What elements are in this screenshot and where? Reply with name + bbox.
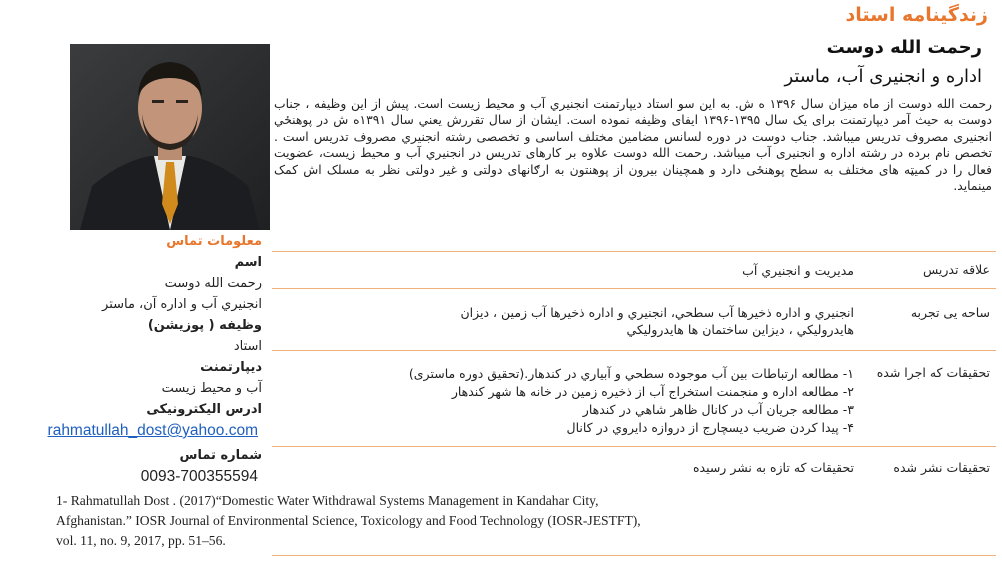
research-done-row bbox=[272, 350, 996, 446]
research-done-list bbox=[409, 365, 854, 437]
published-label: تحقیقات نشر شده bbox=[893, 460, 990, 475]
department-label: دیپارتمنت bbox=[200, 360, 262, 375]
name-label: اسم bbox=[234, 255, 262, 270]
profile-photo bbox=[70, 44, 270, 230]
research-item: ۴- پیدا کردن ضریب دیسچارج از دروازه دایروي در کانال bbox=[566, 420, 854, 435]
email-link[interactable]: rahmatullah_dost@yahoo.com bbox=[47, 422, 258, 439]
department-value: آب و محیط زیست bbox=[161, 381, 262, 396]
research-item: ۱- مطالعه ارتباطات بین آب موجوده سطحي و آبیاري در کندهار.(تحقیق دوره ماستری) bbox=[408, 366, 854, 381]
page-title: زندگینامه استاد bbox=[845, 4, 988, 26]
phone-label: شماره تماس bbox=[179, 448, 262, 463]
teaching-interest-row bbox=[272, 251, 996, 288]
person-department: اداره و انجنیری آب، ماستر bbox=[784, 66, 982, 87]
contact-heading: معلومات تماس bbox=[166, 234, 262, 249]
position-value: استاد bbox=[233, 339, 262, 354]
teaching-interest-label: علاقه تدریس bbox=[922, 262, 990, 277]
phone-value: 0093-700355594 bbox=[140, 468, 258, 485]
qualification-value: انجنیري آب و اداره آن، ماستر bbox=[102, 297, 262, 312]
experience-value: انجنیري و اداره ذخیرها آب سطحي، انجنیري و اداره ذخیرها آب زمین ، دیزان هایدرولیکي ، دیزاین ساختمان ها هایدرولیکي bbox=[460, 305, 854, 337]
experience-label: ساحه يی تجربه bbox=[910, 305, 990, 320]
research-item: ۳- مطالعه جریان آب در کانال ظاهر شاهي در کندهار bbox=[582, 402, 854, 417]
teaching-interest-value: مدیریت و انجنیري آب bbox=[742, 263, 854, 278]
biography-text: رحمت الله دوست از ماه میزان سال ۱۳۹۶ ه ش. به این سو استاد دیپارتمنت انجنیري آب و محیط زیست است. پیش از این وظیفه ، جناب دوست به حیث آمر دیپارتمنت برای یک سال ۱۳۹۵-۱۳۹۶ ایفای وظیفه نموده است. ایشان از سال تقررش یعني سال ۱۳۹۱ه ش در پوهنځي انجنیری مصروف تدریس میباشد. جناب دوست در دوره لسانس مضامین مختلف اساسی و تخصصی رشته انجنیري مصروف تدریس است . تخصص نام برده در رشته اداره و انجنیری آب میباشد. رحمت الله دوست علاوه بر کارهای تدریس در انجنیري آب و محیط زیست، عضویت فعال را در کمیټه های مختلف به سطح پوهنځی دارد و همچینان بیرون از پوهنتون به ارګانهای دولتی و غیر دولتی نظر به مسلک اش کمک مینماید. bbox=[274, 97, 992, 194]
research-item: ۲- مطالعه اداره و منجمنت استخراج آب از ذخیره زمین در خانه ها شهر کندهار bbox=[451, 384, 854, 399]
published-value: تحقیقات که تازه به نشر رسیده bbox=[692, 460, 854, 475]
name-value: رحمت الله دوست bbox=[164, 276, 262, 291]
experience-row bbox=[272, 288, 996, 350]
publication-citation: 1- Rahmatullah Dost . (2017)“Domestic Water Withdrawal Systems Management in Kandahar City, Afghanistan.” IOSR Journal of Environmental Science, Toxicology and Food Technology (IOSR-JESTFT), vol. 11, no. 9, 2017, pp. 51–56. bbox=[56, 493, 641, 548]
research-done-label: تحقیقات که اجرا شده bbox=[876, 365, 990, 380]
email-label: ادرس الیکترونیکی bbox=[146, 402, 262, 417]
position-label: وظیفه ( پوزیشن) bbox=[147, 318, 262, 333]
table-bottom-divider bbox=[272, 555, 996, 558]
person-name: رحمت الله دوست bbox=[826, 37, 982, 58]
